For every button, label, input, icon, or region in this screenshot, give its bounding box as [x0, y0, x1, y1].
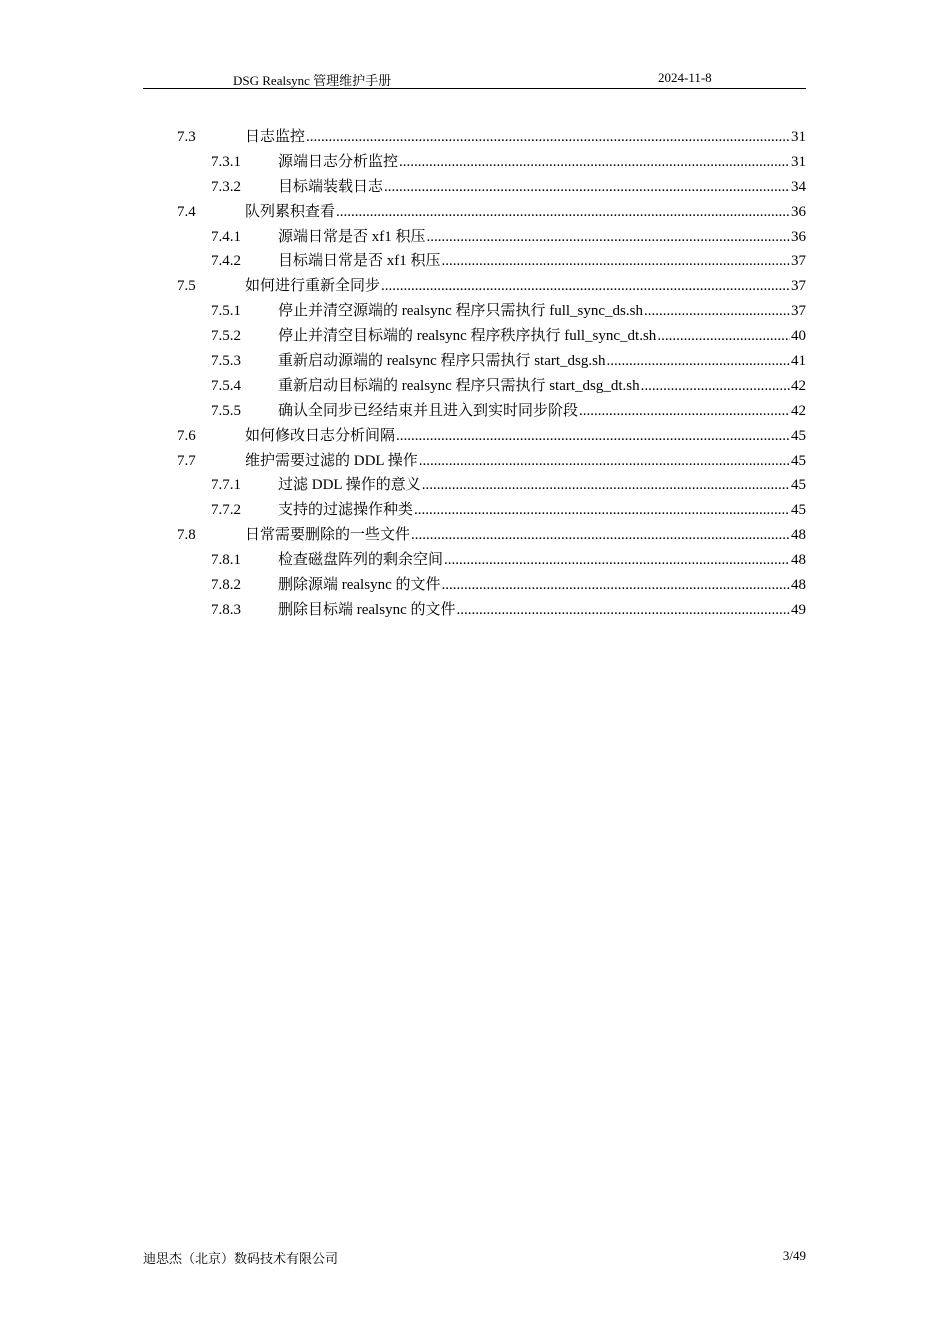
toc-leader-dots — [336, 202, 790, 222]
toc-entry-page: 42 — [791, 402, 806, 419]
toc-leader-dots — [441, 575, 790, 595]
toc-entry-number: 7.8.1 — [211, 552, 241, 569]
toc-entry[interactable] — [177, 152, 806, 177]
table-of-contents — [177, 127, 806, 625]
toc-entry-title: 删除目标端 realsync 的文件 — [278, 601, 456, 618]
toc-entry-page: 49 — [791, 601, 806, 618]
toc-entry-title: 过滤 DDL 操作的意义 — [278, 477, 421, 494]
toc-entry-title: 目标端日常是否 xf1 积压 — [278, 253, 441, 270]
toc-entry[interactable] — [177, 550, 806, 575]
toc-entry-page: 37 — [791, 303, 806, 320]
toc-entry-number: 7.8.3 — [211, 601, 241, 618]
toc-entry-number: 7.6 — [177, 427, 196, 444]
toc-entry[interactable] — [177, 500, 806, 525]
toc-entry-title: 确认全同步已经结束并且进入到实时同步阶段 — [278, 402, 579, 419]
toc-leader-dots — [399, 152, 790, 172]
toc-entry-number: 7.8 — [177, 527, 196, 544]
toc-leader-dots — [641, 376, 790, 396]
toc-entry[interactable] — [177, 351, 806, 376]
toc-entry[interactable] — [177, 376, 806, 401]
toc-entry-page: 41 — [791, 353, 806, 370]
toc-leader-dots — [442, 251, 791, 271]
toc-entry-number: 7.7.1 — [211, 477, 241, 494]
toc-entry-page: 48 — [791, 552, 806, 569]
toc-entry-number: 7.8.2 — [211, 577, 241, 594]
toc-entry-number: 7.5.2 — [211, 328, 241, 345]
toc-entry-page: 40 — [791, 328, 806, 345]
page-header — [143, 70, 806, 89]
document-title: DSG Realsync 管理维护手册 — [233, 73, 392, 88]
toc-entry[interactable] — [177, 177, 806, 202]
toc-entry-title: 重新启动目标端的 realsync 程序只需执行 start_dsg_dt.sh — [278, 377, 640, 394]
toc-entry-number: 7.3.2 — [211, 178, 241, 195]
toc-leader-dots — [381, 276, 790, 296]
toc-entry-page: 45 — [791, 477, 806, 494]
toc-leader-dots — [422, 475, 790, 495]
toc-entry-number: 7.4 — [177, 203, 196, 220]
toc-entry[interactable] — [177, 301, 806, 326]
toc-entry-title: 源端日志分析监控 — [278, 153, 399, 170]
toc-entry-page: 31 — [791, 153, 806, 170]
toc-entry-page: 31 — [791, 129, 806, 145]
toc-leader-dots — [657, 326, 790, 346]
toc-entry[interactable] — [177, 227, 806, 252]
toc-entry-page: 48 — [791, 577, 806, 594]
toc-entry-title: 停止并清空源端的 realsync 程序只需执行 full_sync_ds.sh — [278, 303, 643, 320]
toc-entry-page: 45 — [791, 452, 806, 469]
toc-leader-dots — [419, 451, 790, 471]
toc-entry-number: 7.3.1 — [211, 153, 241, 170]
company-name: 迪思杰（北京）数码技术有限公司 — [143, 1251, 339, 1266]
toc-entry-page: 45 — [791, 427, 806, 444]
toc-entry-page: 37 — [791, 278, 806, 295]
toc-entry-number: 7.5.5 — [211, 402, 241, 419]
toc-entry-title: 目标端装载日志 — [278, 178, 384, 195]
toc-entry-title: 如何进行重新全同步 — [245, 278, 381, 295]
toc-entry[interactable] — [177, 426, 806, 451]
toc-entry[interactable] — [177, 326, 806, 351]
toc-entry-title: 重新启动源端的 realsync 程序只需执行 start_dsg.sh — [278, 353, 606, 370]
toc-entry-page: 45 — [791, 502, 806, 519]
toc-entry-title: 日常需要删除的一些文件 — [245, 527, 411, 544]
toc-entry[interactable] — [177, 401, 806, 426]
toc-entry[interactable] — [177, 127, 806, 152]
toc-entry[interactable] — [177, 525, 806, 550]
toc-entry-title: 检查磁盘阵列的剩余空间 — [278, 552, 444, 569]
toc-entry-number: 7.3 — [177, 129, 196, 145]
toc-entry-number: 7.7 — [177, 452, 196, 469]
toc-entry-title: 停止并清空目标端的 realsync 程序秩序执行 full_sync_dt.sh — [278, 328, 657, 345]
toc-entry-page: 42 — [791, 377, 806, 394]
toc-entry-title: 如何修改日志分析间隔 — [245, 427, 396, 444]
toc-entry-number: 7.5.4 — [211, 377, 241, 394]
toc-entry-title: 维护需要过滤的 DDL 操作 — [245, 452, 418, 469]
toc-entry[interactable] — [177, 202, 806, 227]
toc-entry[interactable] — [177, 276, 806, 301]
toc-entry-title: 日志监控 — [245, 129, 306, 145]
toc-entry-title: 删除源端 realsync 的文件 — [278, 577, 441, 594]
toc-entry-title: 源端日常是否 xf1 积压 — [278, 228, 426, 245]
toc-entry-page: 48 — [791, 527, 806, 544]
toc-entry-number: 7.5 — [177, 278, 196, 295]
page-number: 3/49 — [782, 1248, 806, 1263]
toc-entry-number: 7.5.1 — [211, 303, 241, 320]
toc-entry-number: 7.4.1 — [211, 228, 241, 245]
toc-entry-number: 7.5.3 — [211, 353, 241, 370]
toc-leader-dots — [396, 426, 790, 446]
toc-entry-number: 7.4.2 — [211, 253, 241, 270]
toc-leader-dots — [306, 127, 790, 147]
toc-entry[interactable] — [177, 575, 806, 600]
toc-entry-page: 36 — [791, 203, 806, 220]
toc-entry-number: 7.7.2 — [211, 502, 241, 519]
toc-entry[interactable] — [177, 251, 806, 276]
toc-entry-page: 34 — [791, 178, 806, 195]
toc-leader-dots — [579, 401, 790, 421]
document-date: 2024-11-8 — [658, 70, 712, 85]
toc-leader-dots — [644, 301, 790, 321]
toc-entry[interactable] — [177, 475, 806, 500]
toc-leader-dots — [456, 600, 790, 620]
toc-entry-title: 支持的过滤操作种类 — [278, 502, 414, 519]
toc-entry-page: 37 — [791, 253, 806, 270]
toc-leader-dots — [606, 351, 790, 371]
toc-leader-dots — [411, 525, 790, 545]
toc-entry[interactable] — [177, 451, 806, 476]
toc-leader-dots — [384, 177, 790, 197]
toc-entry-page: 36 — [791, 228, 806, 245]
toc-leader-dots — [444, 550, 790, 570]
toc-entry-title: 队列累积查看 — [245, 203, 336, 220]
toc-entry[interactable] — [177, 600, 806, 625]
toc-leader-dots — [427, 227, 791, 247]
toc-leader-dots — [414, 500, 790, 520]
